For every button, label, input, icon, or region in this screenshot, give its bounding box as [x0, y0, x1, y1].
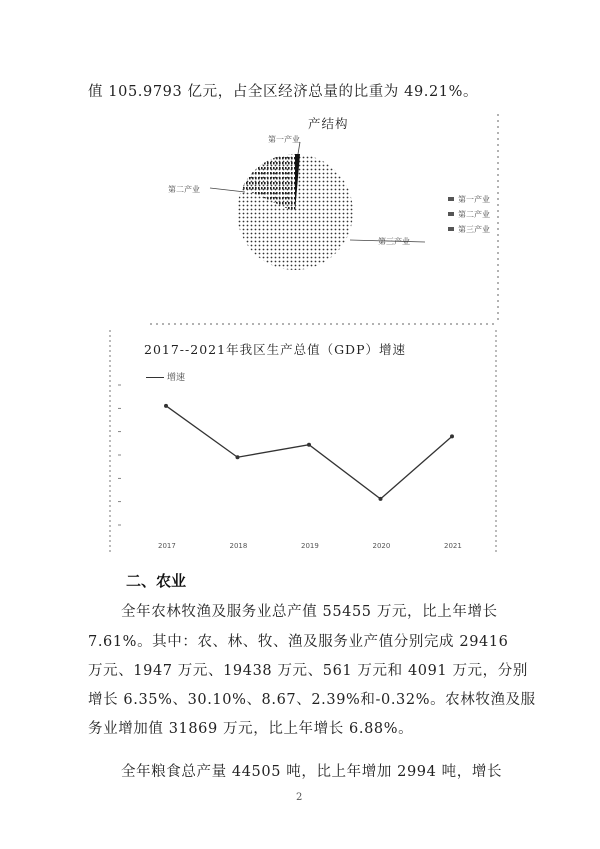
pie-label-secondary: 第二产业: [168, 185, 200, 194]
pie-legend-item: 第二产业: [458, 210, 490, 219]
pie-label-tertiary: 第三产业: [378, 237, 410, 246]
x-tick-label: 2019: [301, 542, 319, 550]
paragraph-line: 务业增加值 31869 万元，比上年增长 6.88%。: [88, 721, 414, 737]
data-point: [236, 455, 240, 459]
x-tick-label: 2017: [158, 542, 176, 550]
x-tick-label: 2018: [229, 542, 248, 550]
paragraph-line: 增长 6.35%、30.10%、8.67、2.39%和-0.32%。农林牧渔及服: [88, 692, 536, 708]
paragraph-line: 全年粮食总产量 44505 吨，比上年增加 2994 吨，增长: [121, 764, 503, 780]
leader-line-left: [210, 188, 245, 192]
data-point: [379, 497, 383, 501]
x-tick-label: 2021: [444, 542, 462, 550]
x-tick-label: 2020: [372, 542, 391, 550]
line-chart-title: 2017--2021年我区生产总值（GDP）增速: [144, 342, 406, 357]
pie-legend-item: 第三产业: [458, 225, 490, 234]
line-legend-label: 增速: [167, 373, 186, 383]
legend-marker-primary: [448, 197, 454, 201]
pie-graphic: [150, 112, 500, 327]
legend-marker-tertiary: [448, 227, 454, 231]
line-chart: [108, 330, 500, 552]
pie-chart-title: 产结构: [308, 116, 349, 131]
data-point: [307, 443, 311, 447]
series-line-growth: [166, 406, 452, 499]
pie-label-primary: 第一产业: [268, 135, 300, 144]
pie-chart: [150, 112, 500, 327]
section-heading: 二、农业: [126, 572, 187, 590]
pie-legend-item: 第一产业: [458, 195, 490, 204]
paragraph-line: 全年农林牧渔及服务业总产值 55455 万元，比上年增长: [121, 604, 498, 620]
data-point: [450, 434, 454, 438]
legend-marker-secondary: [448, 212, 454, 216]
page-number: 2: [296, 792, 303, 803]
paragraph-line: 值 105.9793 亿元，占全区经济总量的比重为 49.21%。: [88, 84, 479, 100]
gdp-growth-plot: [108, 330, 500, 552]
paragraph-line: 7.61%。其中：农、林、牧、渔及服务业产值分别完成 29416: [88, 634, 509, 650]
paragraph-line: 万元、1947 万元、19438 万元、561 万元和 4091 万元，分别: [88, 663, 528, 679]
data-point: [164, 404, 168, 408]
